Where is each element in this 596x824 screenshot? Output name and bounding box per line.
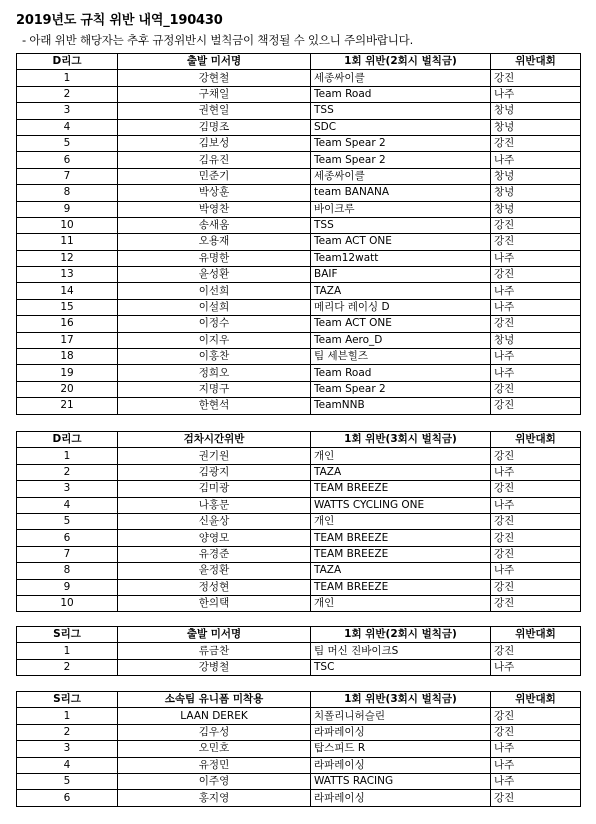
team-cell: TEAM BREEZE	[311, 481, 491, 497]
name-cell: 김광지	[118, 464, 311, 480]
table-header-row	[17, 692, 581, 708]
venue-cell: 강진	[491, 217, 581, 233]
page-title: 2019년도 규칙 위반 내역_190430	[16, 13, 223, 28]
table-row	[17, 152, 581, 168]
table-row	[17, 201, 581, 217]
team-cell: 라파레이싱	[311, 724, 491, 740]
venue-cell: 강진	[491, 381, 581, 397]
venue-cell: 창녕	[491, 103, 581, 119]
violation-header: 1회 위반(3회시 벌칙금)	[311, 692, 491, 708]
name-cell: 이선희	[118, 283, 311, 299]
table-row	[17, 316, 581, 332]
table-row	[17, 724, 581, 740]
table-row	[17, 708, 581, 724]
venue-cell: 나주	[491, 299, 581, 315]
venue-cell: 강진	[491, 135, 581, 151]
venue-cell: 강진	[491, 643, 581, 659]
name-cell: 홍지영	[118, 790, 311, 806]
table-row	[17, 757, 581, 773]
venue-cell: 강진	[491, 708, 581, 724]
table-row	[17, 70, 581, 86]
no-cell: 1	[17, 643, 118, 659]
no-cell: 2	[17, 724, 118, 740]
no-cell: 17	[17, 332, 118, 348]
violation-header: 1회 위반(2회시 벌칙금)	[311, 627, 491, 643]
name-cell: 정희오	[118, 365, 311, 381]
name-cell: 한의택	[118, 595, 311, 611]
table-row	[17, 563, 581, 579]
table-row	[17, 464, 581, 480]
team-cell: 세종싸이클	[311, 70, 491, 86]
no-cell: 13	[17, 267, 118, 283]
venue-cell: 나주	[491, 349, 581, 365]
name-cell: 이주영	[118, 773, 311, 789]
table-row	[17, 119, 581, 135]
name-cell: 신윤상	[118, 513, 311, 529]
name-cell: 한현석	[118, 398, 311, 414]
name-cell: 이홍찬	[118, 349, 311, 365]
no-cell: 7	[17, 168, 118, 184]
no-cell: 8	[17, 185, 118, 201]
no-cell: 2	[17, 659, 118, 675]
table-row	[17, 790, 581, 806]
table-s-league-uniform-violation	[16, 691, 581, 807]
team-cell: Team Spear 2	[311, 381, 491, 397]
table-row	[17, 481, 581, 497]
name-cell: 김우성	[118, 724, 311, 740]
team-cell: Team Spear 2	[311, 135, 491, 151]
team-cell: 팀 머신 진바이크S	[311, 643, 491, 659]
table-header-row	[17, 627, 581, 643]
table-row	[17, 267, 581, 283]
team-cell: WATTS RACING	[311, 773, 491, 789]
team-cell: TAZA	[311, 283, 491, 299]
category-header: 검차시간위반	[118, 432, 311, 448]
venue-cell: 창녕	[491, 168, 581, 184]
name-cell: 강현철	[118, 70, 311, 86]
name-cell: 윤성환	[118, 267, 311, 283]
no-cell: 2	[17, 86, 118, 102]
name-cell: 권기원	[118, 448, 311, 464]
no-cell: 10	[17, 595, 118, 611]
venue-cell: 강진	[491, 579, 581, 595]
name-cell: 정성현	[118, 579, 311, 595]
team-cell: 개인	[311, 513, 491, 529]
venue-cell: 강진	[491, 513, 581, 529]
league-header: D리그	[17, 432, 118, 448]
no-cell: 5	[17, 513, 118, 529]
team-cell: TeamNNB	[311, 398, 491, 414]
name-cell: 윤정환	[118, 563, 311, 579]
table-row	[17, 168, 581, 184]
team-cell: 개인	[311, 448, 491, 464]
no-cell: 12	[17, 250, 118, 266]
name-cell: 권현일	[118, 103, 311, 119]
table-row	[17, 513, 581, 529]
team-cell: TSC	[311, 659, 491, 675]
no-cell: 5	[17, 135, 118, 151]
venue-cell: 강진	[491, 481, 581, 497]
venue-cell: 강진	[491, 316, 581, 332]
venue-cell: 나주	[491, 283, 581, 299]
table-d-league-start-unsigned	[16, 53, 581, 415]
venue-cell: 강진	[491, 595, 581, 611]
no-cell: 1	[17, 448, 118, 464]
team-cell: TEAM BREEZE	[311, 530, 491, 546]
team-cell: Team Road	[311, 365, 491, 381]
team-cell: 세종싸이클	[311, 168, 491, 184]
table-header-row	[17, 432, 581, 448]
team-cell: TAZA	[311, 464, 491, 480]
no-cell: 1	[17, 70, 118, 86]
venue-cell: 강진	[491, 267, 581, 283]
no-cell: 15	[17, 299, 118, 315]
name-cell: 유명한	[118, 250, 311, 266]
category-header: 출발 미서명	[118, 627, 311, 643]
table-row	[17, 299, 581, 315]
table-row	[17, 250, 581, 266]
table-row	[17, 381, 581, 397]
table-row	[17, 643, 581, 659]
table-row	[17, 217, 581, 233]
name-cell: 지명구	[118, 381, 311, 397]
notice-text: - 아래 위반 해당자는 추후 규정위반시 벌칙금이 책정될 수 있으니 주의바랍니다.	[22, 33, 414, 47]
table-row	[17, 497, 581, 513]
name-cell: 양영모	[118, 530, 311, 546]
name-cell: 유경준	[118, 546, 311, 562]
category-header: 소속팀 유니폼 미착용	[118, 692, 311, 708]
team-cell: 바이크루	[311, 201, 491, 217]
venue-cell: 나주	[491, 464, 581, 480]
team-cell: TSS	[311, 103, 491, 119]
no-cell: 14	[17, 283, 118, 299]
name-cell: 김미광	[118, 481, 311, 497]
name-cell: 송새움	[118, 217, 311, 233]
team-cell: team BANANA	[311, 185, 491, 201]
team-cell: WATTS CYCLING ONE	[311, 497, 491, 513]
name-cell: 이설희	[118, 299, 311, 315]
table-row	[17, 595, 581, 611]
table-row	[17, 398, 581, 414]
league-header: D리그	[17, 54, 118, 70]
name-cell: 민준기	[118, 168, 311, 184]
team-cell: Team ACT ONE	[311, 316, 491, 332]
name-cell: 김명조	[118, 119, 311, 135]
venue-cell: 나주	[491, 659, 581, 675]
table-row	[17, 773, 581, 789]
table-row	[17, 365, 581, 381]
no-cell: 20	[17, 381, 118, 397]
no-cell: 18	[17, 349, 118, 365]
no-cell: 10	[17, 217, 118, 233]
name-cell: 김보성	[118, 135, 311, 151]
venue-cell: 창녕	[491, 185, 581, 201]
venue-cell: 나주	[491, 757, 581, 773]
name-cell: 김유진	[118, 152, 311, 168]
venue-cell: 강진	[491, 234, 581, 250]
team-cell: TEAM BREEZE	[311, 579, 491, 595]
venue-cell: 강진	[491, 546, 581, 562]
team-cell: TSS	[311, 217, 491, 233]
no-cell: 9	[17, 201, 118, 217]
venue-cell: 강진	[491, 448, 581, 464]
venue-cell: 나주	[491, 365, 581, 381]
category-header: 출발 미서명	[118, 54, 311, 70]
name-cell: 오민호	[118, 741, 311, 757]
violation-header: 1회 위반(2회시 벌칙금)	[311, 54, 491, 70]
no-cell: 7	[17, 546, 118, 562]
venue-cell: 나주	[491, 250, 581, 266]
no-cell: 5	[17, 773, 118, 789]
venue-cell: 강진	[491, 398, 581, 414]
name-cell: 이지우	[118, 332, 311, 348]
team-cell: Team12watt	[311, 250, 491, 266]
no-cell: 11	[17, 234, 118, 250]
team-cell: Team Road	[311, 86, 491, 102]
table-row	[17, 234, 581, 250]
name-cell: 박상훈	[118, 185, 311, 201]
no-cell: 6	[17, 152, 118, 168]
name-cell: LAAN DEREK	[118, 708, 311, 724]
venue-header: 위반대회	[491, 432, 581, 448]
table-row	[17, 530, 581, 546]
table-row	[17, 546, 581, 562]
name-cell: 이정수	[118, 316, 311, 332]
no-cell: 3	[17, 103, 118, 119]
table-row	[17, 448, 581, 464]
league-header: S리그	[17, 627, 118, 643]
no-cell: 8	[17, 563, 118, 579]
table-row	[17, 332, 581, 348]
venue-cell: 창녕	[491, 201, 581, 217]
table-row	[17, 349, 581, 365]
table-row	[17, 103, 581, 119]
no-cell: 16	[17, 316, 118, 332]
no-cell: 1	[17, 708, 118, 724]
venue-cell: 나주	[491, 563, 581, 579]
venue-cell: 창녕	[491, 119, 581, 135]
no-cell: 4	[17, 497, 118, 513]
venue-cell: 나주	[491, 497, 581, 513]
venue-cell: 나주	[491, 773, 581, 789]
table-row	[17, 741, 581, 757]
team-cell: 팀 세븐힐즈	[311, 349, 491, 365]
no-cell: 4	[17, 757, 118, 773]
team-cell: Team ACT ONE	[311, 234, 491, 250]
no-cell: 4	[17, 119, 118, 135]
table-d-league-inspection-late	[16, 431, 581, 612]
no-cell: 6	[17, 530, 118, 546]
team-cell: 개인	[311, 595, 491, 611]
venue-header: 위반대회	[491, 54, 581, 70]
team-cell: Team Aero_D	[311, 332, 491, 348]
team-cell: 라파레이싱	[311, 790, 491, 806]
venue-cell: 강진	[491, 790, 581, 806]
table-row	[17, 283, 581, 299]
name-cell: 유정민	[118, 757, 311, 773]
team-cell: 탑스피드 R	[311, 741, 491, 757]
table-row	[17, 135, 581, 151]
no-cell: 21	[17, 398, 118, 414]
table-row	[17, 579, 581, 595]
table-row	[17, 86, 581, 102]
venue-cell: 강진	[491, 530, 581, 546]
violation-header: 1회 위반(3회시 벌칙금)	[311, 432, 491, 448]
venue-header: 위반대회	[491, 692, 581, 708]
no-cell: 3	[17, 481, 118, 497]
team-cell: 메리다 레이싱 D	[311, 299, 491, 315]
name-cell: 강병철	[118, 659, 311, 675]
team-cell: Team Spear 2	[311, 152, 491, 168]
team-cell: 치폴리니허슬린	[311, 708, 491, 724]
name-cell: 류금찬	[118, 643, 311, 659]
no-cell: 6	[17, 790, 118, 806]
venue-cell: 나주	[491, 152, 581, 168]
league-header: S리그	[17, 692, 118, 708]
venue-header: 위반대회	[491, 627, 581, 643]
team-cell: TEAM BREEZE	[311, 546, 491, 562]
no-cell: 19	[17, 365, 118, 381]
venue-cell: 강진	[491, 70, 581, 86]
venue-cell: 강진	[491, 724, 581, 740]
table-row	[17, 185, 581, 201]
table-s-league-start-unsigned	[16, 626, 581, 676]
name-cell: 오용재	[118, 234, 311, 250]
name-cell: 구채일	[118, 86, 311, 102]
team-cell: BAIF	[311, 267, 491, 283]
venue-cell: 창녕	[491, 332, 581, 348]
name-cell: 나홍문	[118, 497, 311, 513]
table-row	[17, 659, 581, 675]
team-cell: SDC	[311, 119, 491, 135]
no-cell: 2	[17, 464, 118, 480]
no-cell: 3	[17, 741, 118, 757]
venue-cell: 나주	[491, 741, 581, 757]
team-cell: 라파레이싱	[311, 757, 491, 773]
no-cell: 9	[17, 579, 118, 595]
venue-cell: 나주	[491, 86, 581, 102]
team-cell: TAZA	[311, 563, 491, 579]
table-header-row	[17, 54, 581, 70]
name-cell: 박영찬	[118, 201, 311, 217]
